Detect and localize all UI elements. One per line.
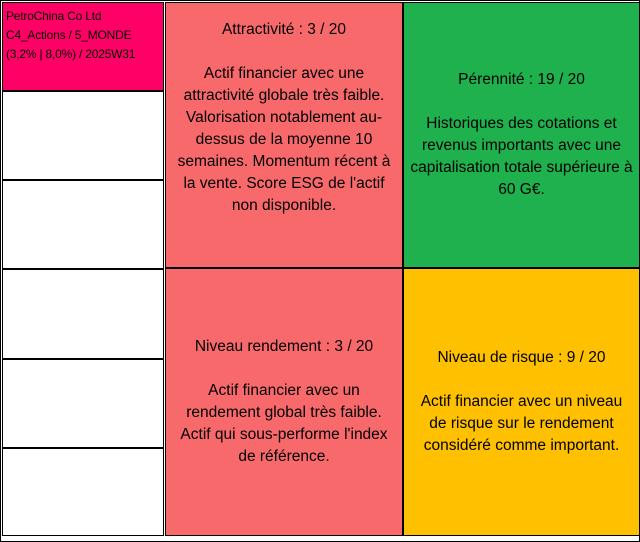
rendement-description: Actif financier avec un rendement global très faible. Actif qui sous-performe l'index de référence. xyxy=(180,382,388,465)
asset-category: C4_Actions / 5_MONDE xyxy=(6,28,132,42)
empty-cell xyxy=(2,269,164,359)
perennite-description: Historiques des cotations et revenus importants avec une capitalisation totale supérieure à 60 G€. xyxy=(410,115,633,198)
asset-period: (3,2% | 8,0%) / 2025W31 xyxy=(6,47,136,61)
empty-cell xyxy=(2,448,164,536)
risque-panel xyxy=(403,268,640,536)
attractivite-panel xyxy=(165,2,403,268)
perennite-title: Pérennité : 19 / 20 xyxy=(458,71,585,88)
empty-cell xyxy=(2,180,164,269)
empty-cell xyxy=(2,91,164,180)
perennite-panel xyxy=(403,2,640,268)
rendement-title: Niveau rendement : 3 / 20 xyxy=(194,338,374,355)
empty-cell xyxy=(2,359,164,448)
risque-description: Actif financier avec un niveau de risque sur le rendement considéré comme important. xyxy=(420,393,623,454)
attractivite-description: Actif financier avec une attractivité globale très faible. Valorisation notablement au-dessus de la moyenne 10 semaines. Momentum récent à la vente. Score ESG de l'actif non disponible. xyxy=(177,65,391,214)
rendement-panel xyxy=(165,268,403,536)
risque-title: Niveau de risque : 9 / 20 xyxy=(437,349,606,366)
asset-name: PetroChina Co Ltd xyxy=(6,9,102,23)
attractivite-title: Attractivité : 3 / 20 xyxy=(221,21,347,38)
asset-header-cell xyxy=(2,2,164,91)
